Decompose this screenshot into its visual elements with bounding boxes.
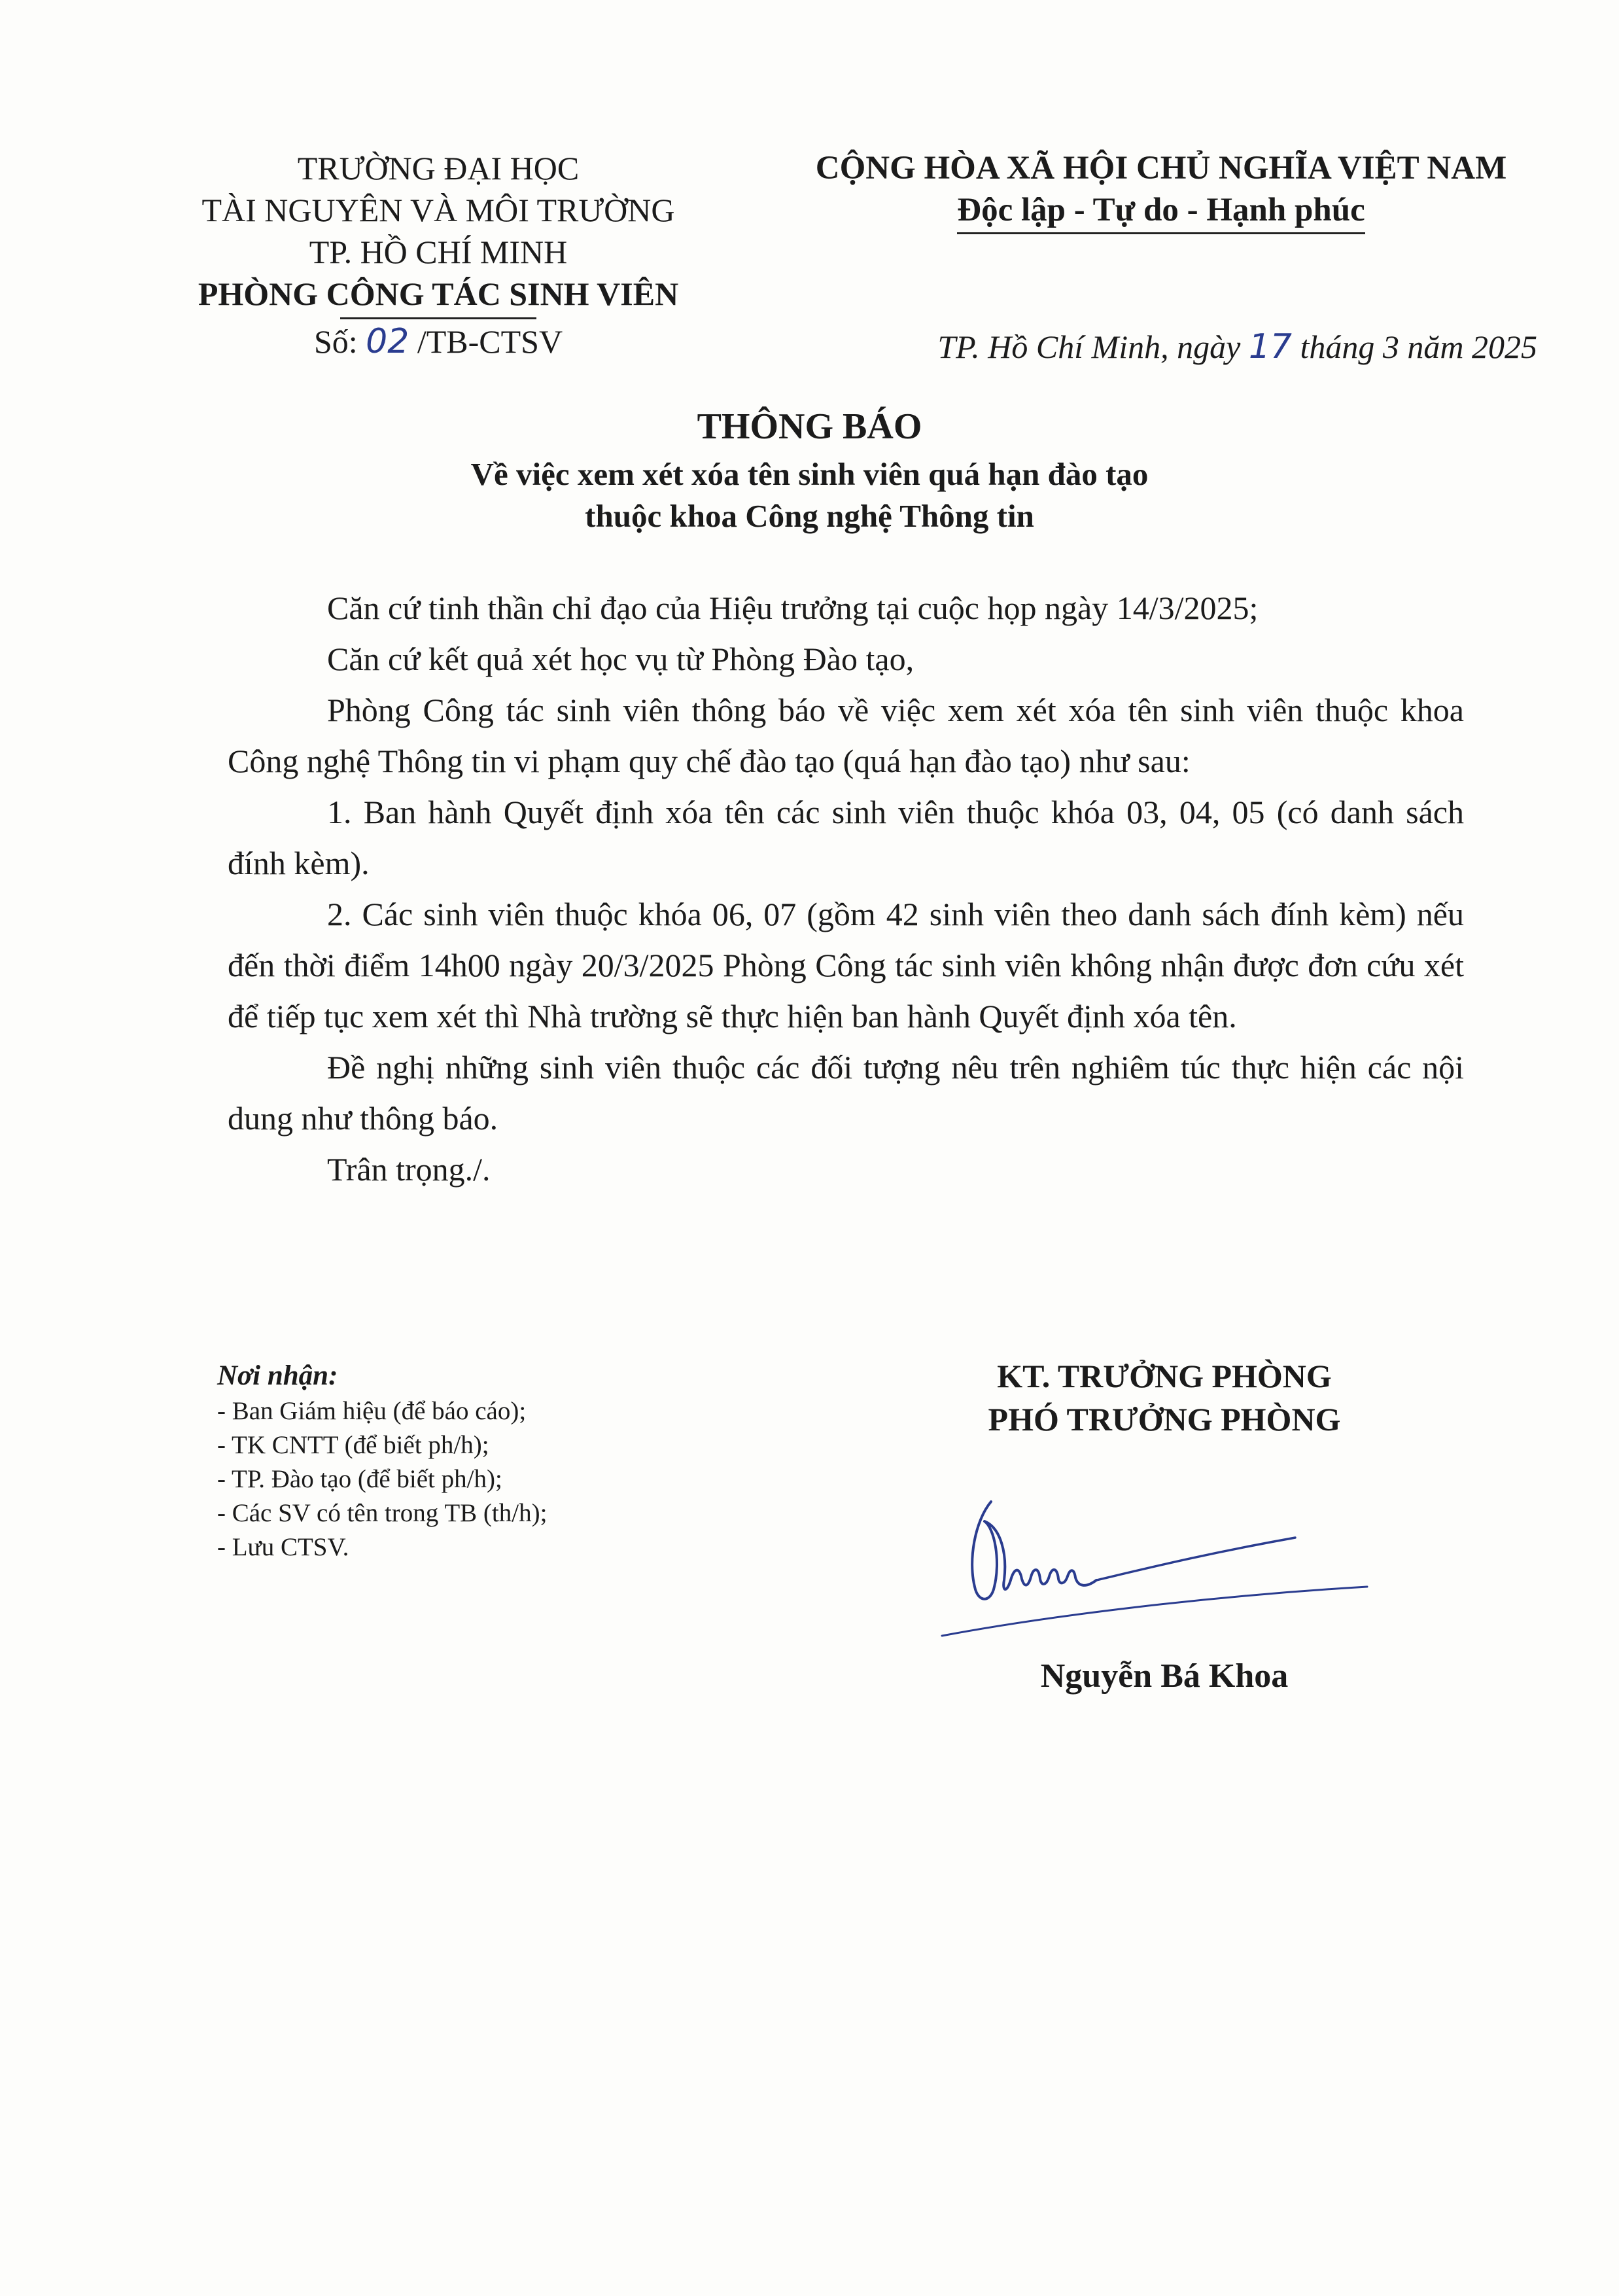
document-title: THÔNG BÁO	[697, 406, 922, 447]
signer-title-2: PHÓ TRƯỞNG PHÒNG	[988, 1401, 1341, 1438]
body-paragraph-4: 1. Ban hành Quyết định xóa tên các sinh viên thuộc khóa 03, 04, 05 (có danh sách đính kèm).	[228, 794, 1464, 881]
body-paragraph-1: Căn cứ tinh thần chỉ đạo của Hiệu trưởng tại cuộc họp ngày 14/3/2025;	[327, 590, 1259, 626]
issuing-organization	[150, 147, 726, 319]
body-paragraph-3: Phòng Công tác sinh viên thông báo về việc xem xét xóa tên sinh viên thuộc khoa Công nghệ Thông tin vi phạm quy chế đào tạo (quá hạn đào tạo) như sau:	[228, 692, 1464, 779]
issue-date-prefix: TP. Hồ Chí Minh, ngày	[937, 328, 1249, 365]
recipient-item: - TK CNTT (để biết ph/h);	[217, 1431, 489, 1459]
signer-title-1: KT. TRƯỞNG PHÒNG	[997, 1358, 1332, 1394]
signature-block	[870, 1354, 1459, 1441]
recipients-block	[217, 1358, 740, 1564]
org-underline	[340, 317, 536, 319]
document-body	[228, 582, 1464, 1195]
body-paragraph-5: 2. Các sinh viên thuộc khóa 06, 07 (gồm 42 sinh viên theo danh sách đính kèm) nếu đến thời điểm 14h00 ngày 20/3/2025 Phòng Công tác sinh viên không nhận được đơn cứu xét để tiếp tục xem xét thì Nhà trường sẽ thực hiện ban hành Quyết định xóa tên.	[228, 896, 1464, 1034]
body-paragraph-7: Trân trọng./.	[327, 1151, 491, 1188]
recipients-list	[217, 1394, 740, 1564]
body-paragraph-2: Căn cứ kết quả xét học vụ từ Phòng Đào tạo,	[327, 641, 914, 677]
recipients-heading: Nơi nhận:	[217, 1360, 338, 1391]
subtitle-line-2: thuộc khoa Công nghệ Thông tin	[585, 498, 1034, 534]
national-heading	[785, 147, 1537, 234]
issue-date-suffix: tháng 3 năm 2025	[1292, 328, 1537, 365]
document-number-handwritten: 02	[366, 322, 409, 361]
recipient-item: - Lưu CTSV.	[217, 1533, 349, 1561]
issue-date-day-handwritten: 17	[1248, 327, 1292, 366]
org-line-city: TP. HỒ CHÍ MINH	[309, 234, 568, 270]
handwritten-signature	[929, 1482, 1387, 1652]
org-line-field: TÀI NGUYÊN VÀ MÔI TRƯỜNG	[201, 192, 675, 228]
body-paragraph-6: Đề nghị những sinh viên thuộc các đối tượng nêu trên nghiêm túc thực hiện các nội dung như thông báo.	[228, 1049, 1464, 1137]
document-number	[150, 322, 726, 361]
national-title: CỘNG HÒA XÃ HỘI CHỦ NGHĨA VIỆT NAM	[815, 150, 1507, 186]
recipient-item: - Các SV có tên trong TB (th/h);	[217, 1499, 548, 1527]
signature-stroke-tail	[1096, 1538, 1295, 1580]
subtitle-line-1: Về việc xem xét xóa tên sinh viên quá hạn đào tạo	[470, 456, 1149, 492]
signature-stroke-main	[972, 1502, 1096, 1599]
signature-stroke-underline	[942, 1587, 1367, 1636]
document-number-label: Số:	[313, 323, 366, 360]
org-line-university: TRƯỜNG ĐẠI HỌC	[297, 150, 580, 186]
org-line-department: PHÒNG CÔNG TÁC SINH VIÊN	[198, 275, 679, 312]
recipient-item: - TP. Đào tạo (để biết ph/h);	[217, 1465, 502, 1493]
document-subtitle	[0, 453, 1619, 537]
recipient-item: - Ban Giám hiệu (để báo cáo);	[217, 1397, 527, 1425]
national-motto: Độc lập - Tự do - Hạnh phúc	[957, 189, 1365, 234]
issue-date	[785, 327, 1537, 366]
signer-name: Nguyễn Bá Khoa	[1040, 1657, 1289, 1695]
document-number-suffix: /TB-CTSV	[409, 323, 563, 360]
